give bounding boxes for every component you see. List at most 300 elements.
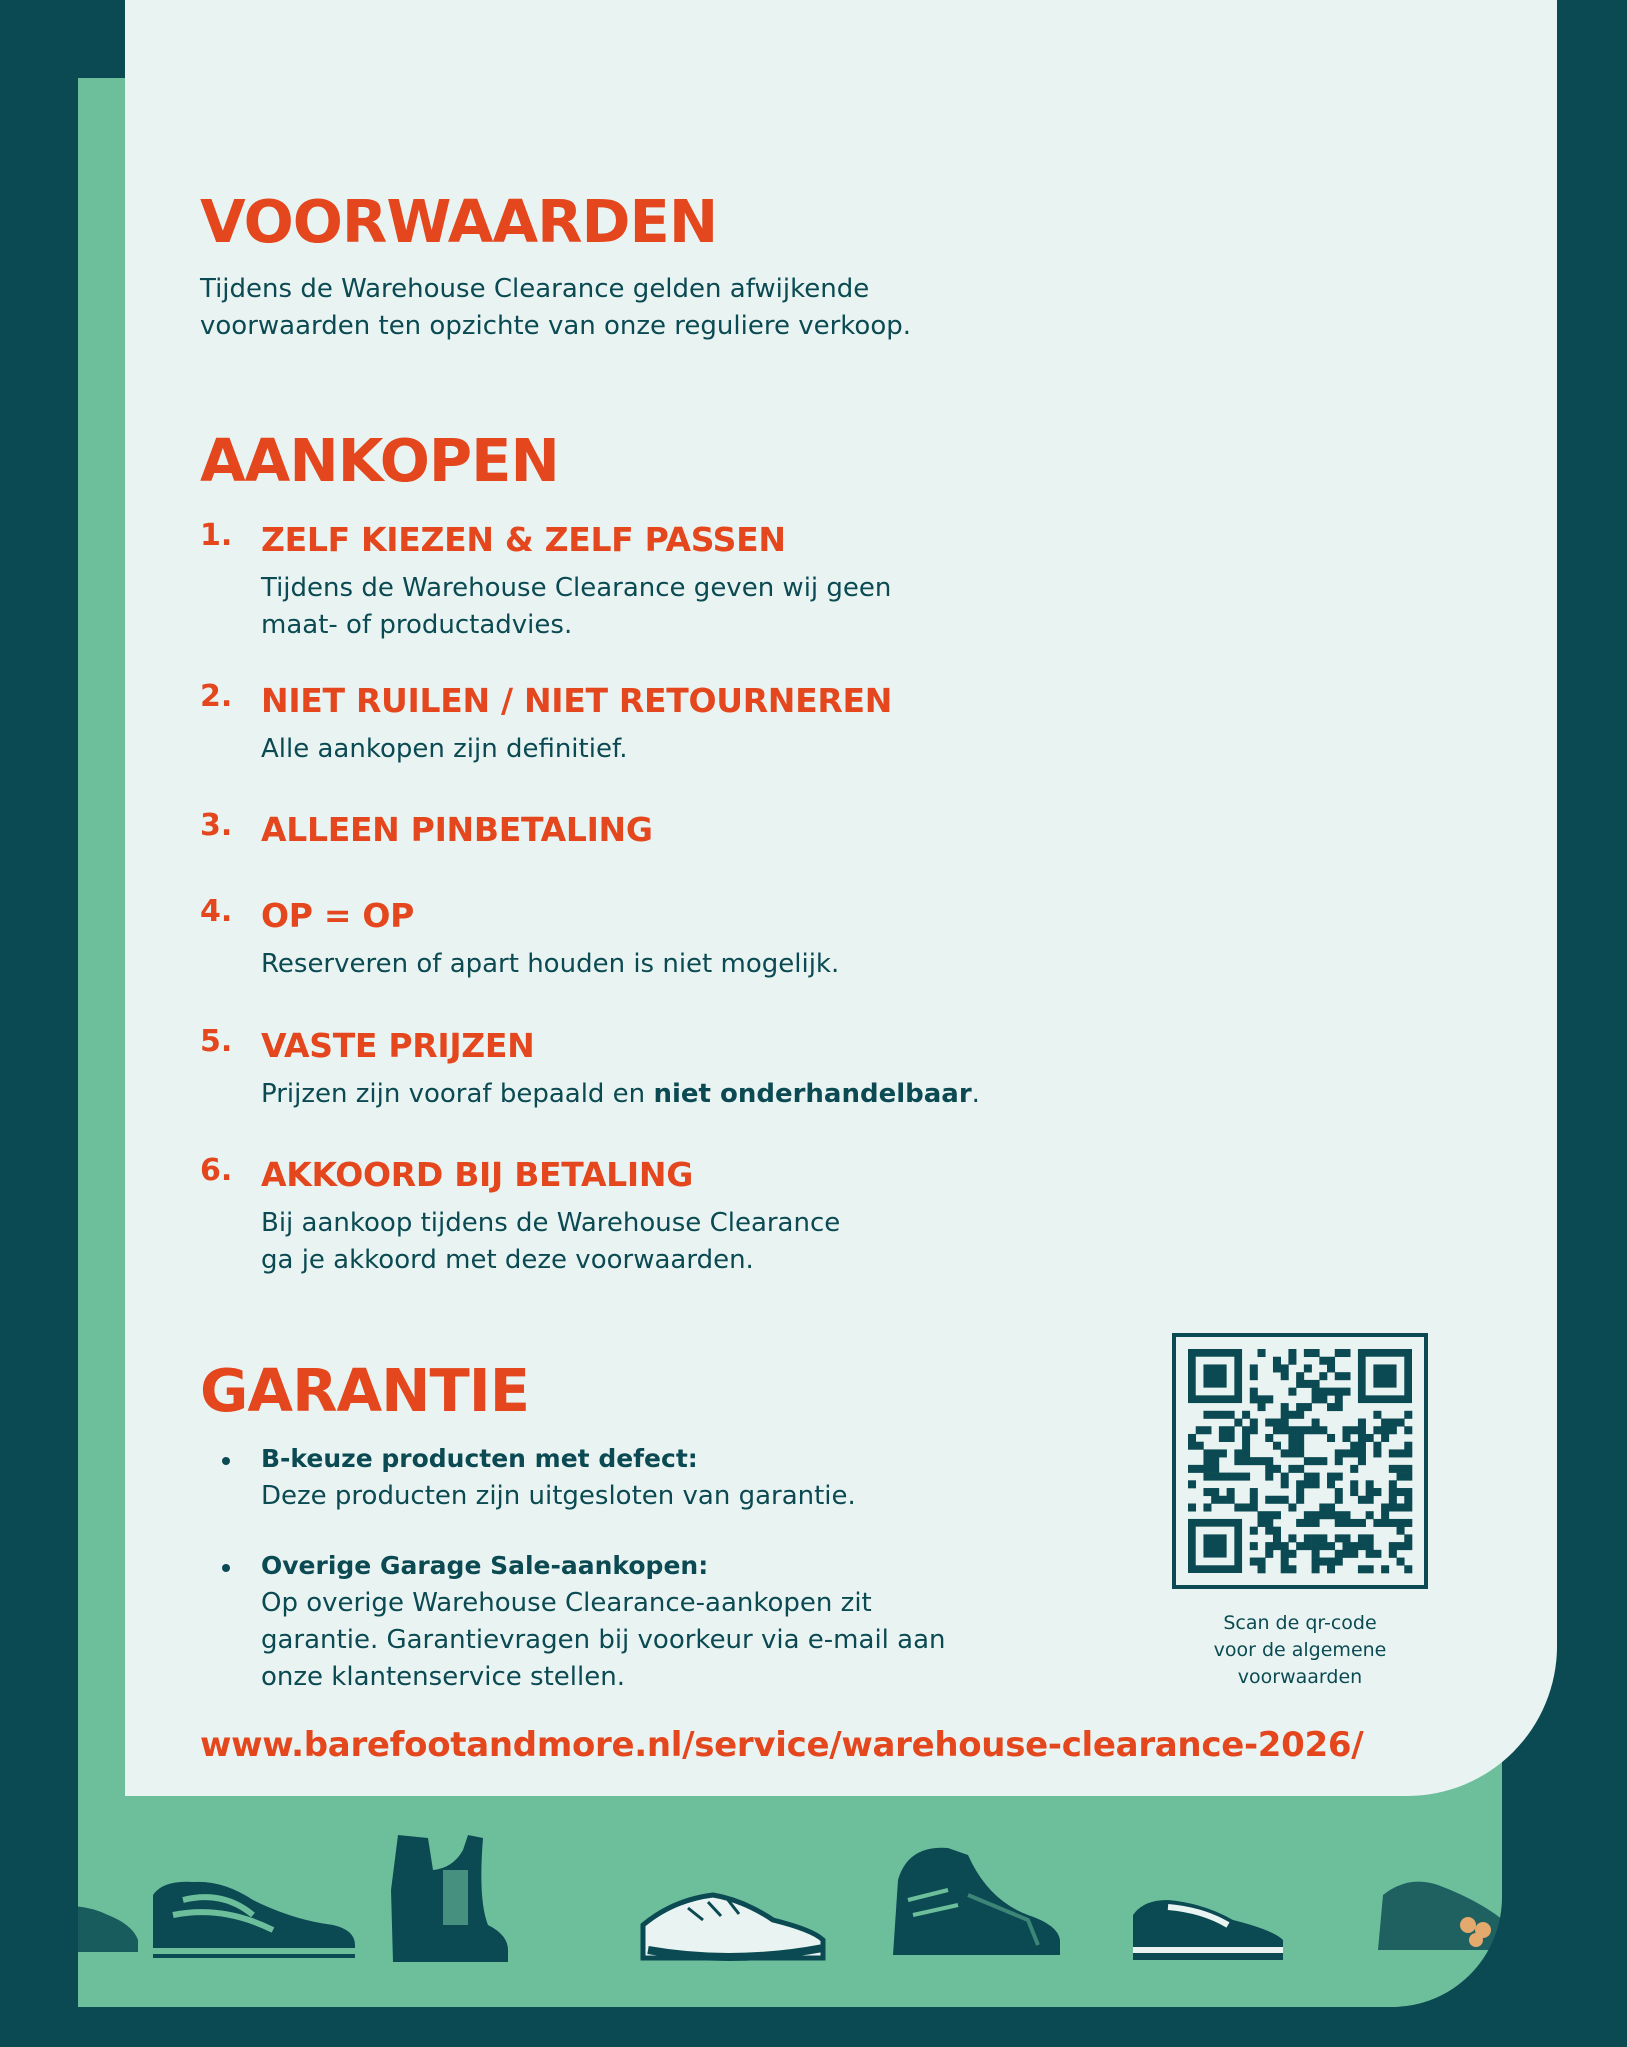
- qr-module: [1389, 1519, 1397, 1527]
- qr-module: [1296, 1542, 1304, 1550]
- qr-module: [1312, 1395, 1320, 1403]
- qr-module: [1234, 1473, 1242, 1481]
- qr-module: [1281, 1426, 1289, 1434]
- qr-module: [1350, 1488, 1358, 1496]
- qr-module: [1281, 1449, 1289, 1457]
- qr-code-image: [1176, 1337, 1424, 1585]
- qr-module: [1397, 1465, 1405, 1473]
- bullet-description: [261, 1585, 946, 1696]
- qr-module: [1227, 1496, 1235, 1504]
- qr-module: [1366, 1488, 1374, 1496]
- qr-module: [1404, 1442, 1412, 1450]
- qr-module: [1281, 1419, 1289, 1427]
- qr-module: [1288, 1465, 1296, 1473]
- qr-module: [1327, 1558, 1335, 1566]
- caption-line: voorwaarden: [1237, 1666, 1363, 1688]
- qr-module: [1397, 1419, 1405, 1427]
- qr-module: [1281, 1542, 1289, 1550]
- qr-module: [1250, 1457, 1258, 1465]
- qr-module: [1389, 1550, 1397, 1558]
- qr-module: [1335, 1488, 1343, 1496]
- qr-module: [1288, 1434, 1296, 1442]
- qr-module: [1312, 1519, 1320, 1527]
- qr-module: [1319, 1558, 1327, 1566]
- qr-module: [1211, 1473, 1219, 1481]
- qr-module: [1381, 1426, 1389, 1434]
- desc-line: Bij aankoop tijdens de Warehouse Clearance: [261, 1208, 841, 1238]
- qr-module: [1196, 1426, 1204, 1434]
- qr-module: [1350, 1426, 1358, 1434]
- qr-module: [1250, 1542, 1258, 1550]
- qr-module: [1312, 1380, 1320, 1388]
- qr-module: [1335, 1558, 1343, 1566]
- item-title: ZELF KIEZEN & ZELF PASSEN: [261, 520, 786, 559]
- qr-module: [1188, 1503, 1196, 1511]
- qr-module: [1281, 1550, 1289, 1558]
- qr-module: [1227, 1434, 1235, 1442]
- desc-line: Op overige Warehouse Clearance-aankopen zit: [261, 1588, 872, 1618]
- qr-module: [1203, 1503, 1211, 1511]
- desc-line: Alle aankopen zijn definitief.: [261, 734, 628, 764]
- qr-module: [1265, 1465, 1273, 1473]
- qr-module: [1335, 1534, 1343, 1542]
- qr-module: [1234, 1457, 1242, 1465]
- qr-module: [1327, 1542, 1335, 1550]
- qr-module: [1358, 1442, 1366, 1450]
- qr-module: [1335, 1395, 1343, 1403]
- qr-module: [1273, 1364, 1281, 1372]
- desc-text: .: [971, 1079, 980, 1109]
- qr-module: [1404, 1534, 1412, 1542]
- qr-module: [1288, 1426, 1296, 1434]
- qr-module: [1203, 1426, 1211, 1434]
- qr-module: [1281, 1473, 1289, 1481]
- qr-module: [1397, 1488, 1405, 1496]
- qr-module: [1358, 1496, 1366, 1504]
- qr-module: [1312, 1534, 1320, 1542]
- qr-module: [1242, 1434, 1250, 1442]
- desc-line: onze klantenservice stellen.: [261, 1662, 625, 1692]
- qr-module: [1404, 1473, 1412, 1481]
- qr-module: [1389, 1449, 1397, 1457]
- qr-module: [1404, 1488, 1412, 1496]
- qr-module: [1389, 1419, 1397, 1427]
- qr-module: [1273, 1542, 1281, 1550]
- qr-module: [1397, 1542, 1405, 1550]
- qr-module: [1397, 1449, 1405, 1457]
- qr-module: [1265, 1542, 1273, 1550]
- qr-module: [1273, 1442, 1281, 1450]
- qr-module: [1296, 1411, 1304, 1419]
- qr-module: [1288, 1357, 1296, 1365]
- qr-module: [1258, 1395, 1266, 1403]
- qr-module: [1211, 1449, 1219, 1457]
- desc-line: Tijdens de Warehouse Clearance geven wij geen: [261, 573, 892, 603]
- qr-module: [1227, 1426, 1235, 1434]
- desc-line: maat- of productadvies.: [261, 610, 573, 640]
- qr-module: [1304, 1511, 1312, 1519]
- qr-module: [1273, 1534, 1281, 1542]
- qr-module: [1296, 1380, 1304, 1388]
- qr-module: [1281, 1480, 1289, 1488]
- qr-module: [1211, 1488, 1219, 1496]
- qr-module: [1319, 1511, 1327, 1519]
- qr-module: [1319, 1426, 1327, 1434]
- qr-module: [1304, 1380, 1312, 1388]
- qr-code[interactable]: [1172, 1333, 1428, 1589]
- qr-module: [1312, 1426, 1320, 1434]
- qr-module: [1312, 1558, 1320, 1566]
- qr-module: [1288, 1442, 1296, 1450]
- qr-module: [1265, 1519, 1273, 1527]
- qr-module: [1203, 1473, 1211, 1481]
- qr-module: [1234, 1419, 1242, 1427]
- qr-module: [1358, 1542, 1366, 1550]
- item-title: AKKOORD BIJ BETALING: [261, 1155, 693, 1194]
- qr-module: [1373, 1426, 1381, 1434]
- qr-module: [1358, 1534, 1366, 1542]
- qr-module: [1265, 1395, 1273, 1403]
- qr-module: [1397, 1527, 1405, 1535]
- desc-line: Deze producten zijn uitgesloten van garantie.: [261, 1481, 856, 1511]
- qr-module: [1350, 1519, 1358, 1527]
- qr-module: [1397, 1519, 1405, 1527]
- qr-module: [1227, 1488, 1235, 1496]
- qr-module: [1188, 1434, 1196, 1442]
- desc-line: ga je akkoord met deze voorwaarden.: [261, 1245, 754, 1275]
- qr-module: [1389, 1496, 1397, 1504]
- qr-module: [1366, 1534, 1374, 1542]
- item-title: OP = OP: [261, 896, 415, 935]
- qr-module: [1273, 1357, 1281, 1365]
- qr-module: [1319, 1534, 1327, 1542]
- qr-module: [1389, 1480, 1397, 1488]
- qr-module: [1258, 1519, 1266, 1527]
- intro-line: Tijdens de Warehouse Clearance gelden afwijkende: [200, 274, 870, 304]
- qr-module: [1288, 1565, 1296, 1573]
- item-number: 2.: [200, 679, 233, 714]
- qr-module: [1265, 1511, 1273, 1519]
- qr-module: [1281, 1496, 1289, 1504]
- qr-module: [1288, 1349, 1296, 1357]
- qr-module: [1273, 1527, 1281, 1535]
- qr-module: [1250, 1419, 1258, 1427]
- qr-module: [1265, 1527, 1273, 1535]
- qr-module: [1335, 1473, 1343, 1481]
- voorwaarden-heading: VOORWAARDEN: [200, 187, 718, 256]
- qr-module: [1373, 1488, 1381, 1496]
- qr-module: [1250, 1364, 1258, 1372]
- qr-module: [1227, 1411, 1235, 1419]
- qr-module: [1381, 1434, 1389, 1442]
- qr-module: [1366, 1565, 1374, 1573]
- qr-module: [1288, 1550, 1296, 1558]
- qr-module: [1296, 1496, 1304, 1504]
- qr-module: [1265, 1419, 1273, 1427]
- qr-module: [1319, 1388, 1327, 1396]
- qr-module: [1335, 1511, 1343, 1519]
- qr-module: [1319, 1372, 1327, 1380]
- qr-module: [1327, 1503, 1335, 1511]
- qr-module: [1373, 1550, 1381, 1558]
- qr-module: [1327, 1434, 1335, 1442]
- qr-module: [1350, 1465, 1358, 1473]
- qr-module: [1327, 1511, 1335, 1519]
- barefoot-shoe-icon: [1368, 1870, 1502, 1965]
- qr-module: [1342, 1449, 1350, 1457]
- qr-module: [1250, 1372, 1258, 1380]
- qr-module: [1358, 1419, 1366, 1427]
- qr-module: [1273, 1426, 1281, 1434]
- item-description: [261, 570, 891, 644]
- qr-module: [1242, 1411, 1250, 1419]
- qr-module: [1312, 1550, 1320, 1558]
- qr-module: [1188, 1480, 1196, 1488]
- qr-module: [1327, 1565, 1335, 1573]
- qr-module: [1196, 1465, 1204, 1473]
- qr-module: [1358, 1565, 1366, 1573]
- qr-module: [1342, 1388, 1350, 1396]
- qr-module: [1312, 1473, 1320, 1481]
- qr-module: [1312, 1419, 1320, 1427]
- qr-module: [1242, 1442, 1250, 1450]
- qr-module: [1319, 1503, 1327, 1511]
- qr-module: [1258, 1565, 1266, 1573]
- qr-module: [1342, 1542, 1350, 1550]
- qr-module: [1203, 1534, 1226, 1557]
- qr-module: [1227, 1473, 1235, 1481]
- qr-module: [1304, 1426, 1312, 1434]
- qr-module: [1242, 1457, 1250, 1465]
- qr-module: [1288, 1411, 1296, 1419]
- qr-module: [1258, 1403, 1266, 1411]
- qr-module: [1373, 1442, 1381, 1450]
- qr-module: [1342, 1550, 1350, 1558]
- item-title: NIET RUILEN / NIET RETOURNEREN: [261, 681, 893, 720]
- qr-module: [1358, 1519, 1366, 1527]
- desc-line: garantie. Garantievragen bij voorkeur via e-mail aan: [261, 1625, 946, 1655]
- qr-module: [1335, 1519, 1343, 1527]
- shoe-icon: [78, 1890, 148, 1960]
- qr-module: [1312, 1388, 1320, 1396]
- qr-module: [1211, 1465, 1219, 1473]
- qr-module: [1250, 1488, 1258, 1496]
- qr-module: [1366, 1480, 1374, 1488]
- qr-module: [1273, 1496, 1281, 1504]
- qr-module: [1404, 1449, 1412, 1457]
- qr-module: [1288, 1449, 1296, 1457]
- court-shoe-icon: [1123, 1885, 1293, 1970]
- qr-module: [1335, 1496, 1343, 1504]
- sneaker-icon: [143, 1870, 363, 1970]
- qr-module: [1219, 1434, 1227, 1442]
- qr-module: [1250, 1496, 1258, 1504]
- qr-module: [1304, 1542, 1312, 1550]
- qr-module: [1250, 1558, 1258, 1566]
- qr-module: [1327, 1403, 1335, 1411]
- qr-module: [1319, 1357, 1327, 1365]
- qr-module: [1312, 1480, 1320, 1488]
- qr-module: [1219, 1449, 1227, 1457]
- item-description: [261, 1205, 840, 1279]
- item-description: [261, 1076, 980, 1113]
- qr-module: [1342, 1349, 1350, 1357]
- desc-line: Reserveren of apart houden is niet mogelijk.: [261, 949, 840, 979]
- qr-module: [1342, 1372, 1350, 1380]
- qr-module: [1404, 1542, 1412, 1550]
- qr-module: [1296, 1442, 1304, 1450]
- qr-module: [1389, 1488, 1397, 1496]
- qr-module: [1381, 1511, 1389, 1519]
- qr-module: [1288, 1388, 1296, 1396]
- qr-module: [1296, 1434, 1304, 1442]
- qr-module: [1350, 1550, 1358, 1558]
- item-number: 4.: [200, 894, 233, 929]
- qr-module: [1350, 1480, 1358, 1488]
- qr-module: [1304, 1403, 1312, 1411]
- qr-module: [1296, 1449, 1304, 1457]
- qr-module: [1304, 1473, 1312, 1481]
- qr-module: [1327, 1388, 1335, 1396]
- item-number: 3.: [200, 808, 233, 843]
- qr-module: [1265, 1496, 1273, 1504]
- qr-module: [1281, 1403, 1289, 1411]
- qr-module: [1258, 1558, 1266, 1566]
- qr-module: [1219, 1411, 1227, 1419]
- qr-module: [1358, 1457, 1366, 1465]
- qr-module: [1242, 1503, 1250, 1511]
- item-title: VASTE PRIJZEN: [261, 1026, 535, 1065]
- qr-module: [1342, 1511, 1350, 1519]
- qr-module: [1273, 1511, 1281, 1519]
- qr-module: [1366, 1542, 1374, 1550]
- qr-module: [1373, 1411, 1381, 1419]
- garantie-heading: GARANTIE: [200, 1356, 530, 1425]
- qr-module: [1404, 1465, 1412, 1473]
- qr-module: [1335, 1372, 1343, 1380]
- qr-module: [1366, 1496, 1374, 1504]
- qr-module: [1188, 1442, 1196, 1450]
- qr-module: [1327, 1480, 1335, 1488]
- qr-module: [1196, 1442, 1204, 1450]
- qr-module: [1404, 1426, 1412, 1434]
- qr-module: [1312, 1457, 1320, 1465]
- qr-module: [1250, 1426, 1258, 1434]
- boot-icon: [383, 1830, 513, 1970]
- qr-module: [1219, 1473, 1227, 1481]
- qr-module: [1203, 1465, 1211, 1473]
- qr-module: [1366, 1550, 1374, 1558]
- qr-module: [1203, 1411, 1211, 1419]
- qr-module: [1265, 1434, 1273, 1442]
- qr-module: [1288, 1534, 1296, 1542]
- qr-module: [1319, 1395, 1327, 1403]
- qr-module: [1296, 1465, 1304, 1473]
- qr-module: [1296, 1480, 1304, 1488]
- item-number: 6.: [200, 1153, 233, 1188]
- qr-module: [1342, 1434, 1350, 1442]
- qr-module: [1389, 1542, 1397, 1550]
- qr-module: [1304, 1519, 1312, 1527]
- bullet-title: Overige Garage Sale-aankopen:: [261, 1551, 709, 1580]
- qr-module: [1219, 1496, 1227, 1504]
- qr-module: [1404, 1496, 1412, 1504]
- qr-module: [1304, 1457, 1312, 1465]
- qr-module: [1234, 1449, 1242, 1457]
- qr-module: [1265, 1473, 1273, 1481]
- qr-module: [1211, 1411, 1219, 1419]
- qr-module: [1350, 1449, 1358, 1457]
- qr-module: [1296, 1403, 1304, 1411]
- qr-module: [1203, 1364, 1226, 1387]
- qr-module: [1265, 1550, 1273, 1558]
- item-title: ALLEEN PINBETALING: [261, 810, 653, 849]
- qr-module: [1327, 1364, 1335, 1372]
- website-link[interactable]: www.barefootandmore.nl/service/warehouse-clearance-2026/: [200, 1725, 1364, 1765]
- qr-module: [1319, 1457, 1327, 1465]
- qr-module: [1335, 1388, 1343, 1396]
- qr-module: [1250, 1395, 1258, 1403]
- qr-module: [1319, 1542, 1327, 1550]
- qr-module: [1381, 1419, 1389, 1427]
- qr-module: [1389, 1426, 1397, 1434]
- qr-module: [1381, 1503, 1389, 1511]
- qr-module: [1203, 1457, 1211, 1465]
- desc-text: Prijzen zijn vooraf bepaald en: [261, 1079, 654, 1109]
- qr-module: [1296, 1519, 1304, 1527]
- qr-module: [1211, 1457, 1219, 1465]
- qr-module: [1273, 1419, 1281, 1427]
- bullet-title: B-keuze producten met defect:: [261, 1444, 698, 1473]
- qr-module: [1281, 1558, 1289, 1566]
- caption-line: voor de algemene: [1213, 1639, 1387, 1661]
- qr-module: [1381, 1519, 1389, 1527]
- qr-module: [1258, 1457, 1266, 1465]
- qr-module: [1219, 1426, 1227, 1434]
- item-number: 1.: [200, 518, 233, 553]
- qr-caption: [1150, 1610, 1450, 1691]
- item-description: [261, 946, 839, 983]
- qr-module: [1304, 1364, 1312, 1372]
- qr-module: [1404, 1519, 1412, 1527]
- qr-module: [1358, 1449, 1366, 1457]
- qr-module: [1389, 1465, 1397, 1473]
- hiking-shoe-icon: [878, 1840, 1068, 1970]
- qr-module: [1312, 1542, 1320, 1550]
- qr-module: [1296, 1488, 1304, 1496]
- qr-module: [1327, 1473, 1335, 1481]
- qr-module: [1250, 1527, 1258, 1535]
- qr-module: [1281, 1411, 1289, 1419]
- qr-module: [1366, 1511, 1374, 1519]
- qr-module: [1242, 1449, 1250, 1457]
- qr-module: [1373, 1519, 1381, 1527]
- qr-module: [1281, 1565, 1289, 1573]
- qr-module: [1404, 1411, 1412, 1419]
- qr-module: [1250, 1388, 1258, 1396]
- qr-module: [1397, 1503, 1405, 1511]
- item-description: [261, 731, 627, 768]
- qr-module: [1281, 1372, 1289, 1380]
- qr-module: [1304, 1349, 1312, 1357]
- qr-module: [1203, 1488, 1211, 1496]
- qr-module: [1265, 1457, 1273, 1465]
- qr-module: [1304, 1534, 1312, 1542]
- qr-module: [1242, 1426, 1250, 1434]
- running-shoe-icon: [633, 1880, 833, 1970]
- bullet-dot: [222, 1564, 230, 1572]
- qr-module: [1281, 1364, 1289, 1372]
